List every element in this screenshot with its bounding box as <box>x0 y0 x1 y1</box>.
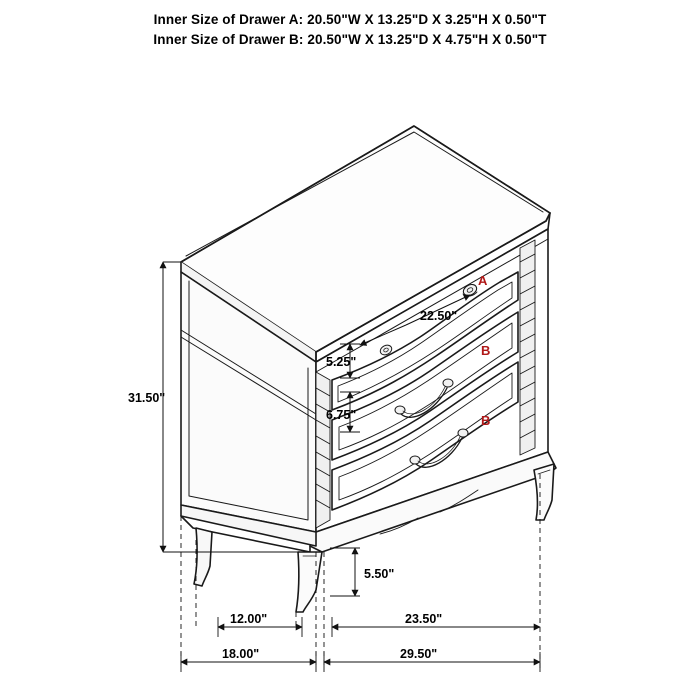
mosaic-column-right <box>520 240 535 455</box>
drawer-badge-b-bottom: B <box>481 413 491 428</box>
drawer-badge-a: A <box>478 273 488 288</box>
dim-drawer-a-height: 5.25" <box>326 355 357 369</box>
dim-overall-height: 31.50" <box>128 391 166 405</box>
dim-side-depth-front: 12.00" <box>230 612 268 626</box>
dim-leg-height: 5.50" <box>364 567 395 581</box>
drawer-badge-b-middle: B <box>481 343 491 358</box>
drawer-a-inner-size-note: Inner Size of Drawer A: 20.50"W X 13.25"D X 3.25"H X 0.50"T <box>153 12 547 27</box>
leg-back-left <box>194 528 212 586</box>
dim-drawer-b-height: 6.75" <box>326 408 357 422</box>
dim-drawer-a-width: 22.50" <box>420 309 458 323</box>
dim-front-width: 23.50" <box>405 612 443 626</box>
dim-base-depth: 18.00" <box>222 647 260 661</box>
leg-front-left <box>296 552 322 612</box>
drawer-b-inner-size-note: Inner Size of Drawer B: 20.50"W X 13.25"D X 4.75"H X 0.50"T <box>153 32 547 47</box>
leg-front-right <box>534 464 554 520</box>
mosaic-column-left <box>316 372 330 528</box>
dim-base-width: 29.50" <box>400 647 438 661</box>
